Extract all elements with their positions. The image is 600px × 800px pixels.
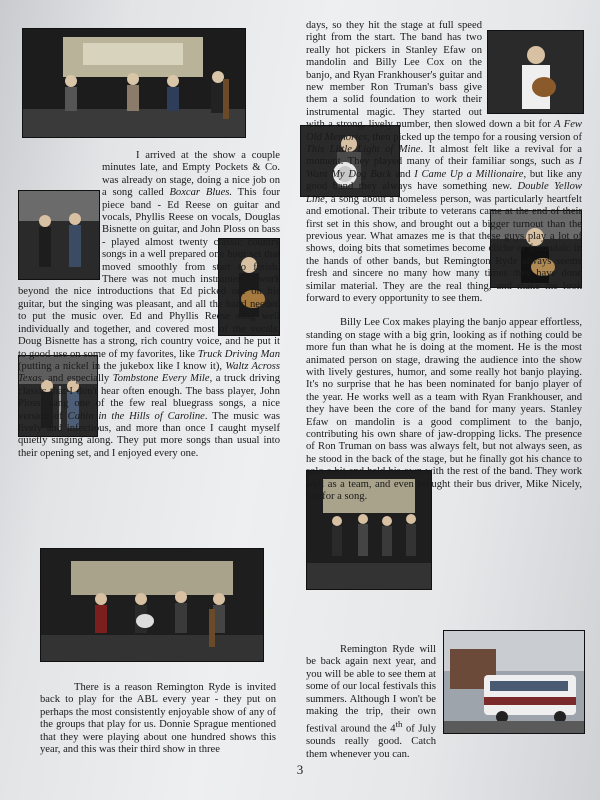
song-title: I Came Up a Millionaire: [414, 168, 524, 180]
text-segment: . It almost felt like a revival for a moment. They played many of their familiar songs, such as: [306, 144, 582, 168]
song-title: This Little Light of Mine: [306, 144, 421, 156]
bus-photo-graphic: [444, 631, 584, 733]
text-segment: and: [395, 168, 411, 180]
text-segment: , and especially: [41, 373, 110, 385]
song-title: Double Yellow Line: [306, 181, 582, 205]
text-segment: of July sounds really good. Catch them whenever you can.: [306, 723, 436, 760]
song-title: I Want My Dog Back: [306, 156, 582, 180]
column-right: [306, 20, 582, 503]
photo-remington-ryde-stage: [40, 548, 264, 662]
text-segment: days, so they hit the stage at full speed right from the start. The band has two really hot pickers in Stanley Efaw on mandolin and Billy Lee Cox on the banjo, and Ryan Frankhouser's guitar and new member Ron Truman's bass give them a solid foundation to work their instrumental magic. They started out with a strong, lively number, then slowed down a bit for: [306, 20, 551, 131]
text-segment: , but like any good band they always have something new.: [306, 168, 582, 193]
song-title: Cabin in the Hills of Caroline: [67, 410, 205, 422]
paragraph-closing: [306, 644, 436, 761]
text-segment: , a truck driving classic that I don't hear often enough. The bass player, John Ploss, sang one of the few real bluegrass songs, a nice version of: [18, 373, 280, 422]
paragraph-billy-lee-cox: Billy Lee Cox makes playing the banjo appear effortless, standing on stage with a big grin, looking as if nothing could be more fun than what he is doing at the moment. He is the most animated person on stage, drawing the audience into the show with lively gestures, humor, and some really hot banjo playing. It's no surprise that he has been nominated for banjo player of the year. He works well as a team with Ryan Frankhouser, and they have been the core of the band for many years. Stanley Efaw on mandolin is a good compliment to the banjo, contributing his own share of jaw-dropping licks. The presence of Ron Truman on bass was always felt, but not always seen, as he stood in the back of the stage, but he finally got his chance to solo a bit and held his own with the rest of the band. They work well as a team, and even brought their bus driver, Mike Nicely, out for a song.: [306, 317, 582, 503]
text-segment: This four piece band - Ed Reese on guitar and vocals, Phyllis Reese on vocals, Douglas Bisnette on guitar, and John Ploss on bass - played almost twenty classic country songs in a well prepared one hour set that moved smoothly from start to finish. There was not much instrumental work beyond the nice introductions that Ed picked out on his guitar, but the singing was pleasant, and all the band needed to put the music over. Ed and Phyllis Reese sang well individually and together, and covered most of the vocals. Doug Bisnette has a strong, rich country voice, and he put it to good use on some of my favorites, like: [18, 187, 280, 360]
page-number: 3: [296, 762, 304, 777]
song-title: Boxcar Blues.: [169, 187, 233, 199]
text-segment: , then picked up the tempo for a rousing version of: [366, 131, 582, 143]
float-spacer-duo: [18, 150, 102, 282]
song-title: Truck Driving Man: [197, 348, 280, 360]
band-photo-graphic: [41, 549, 263, 661]
text-segment: . The music was lively and infectious, and more than once I caught myself quietly singing along. They put more songs than usual into their opening set, and I enjoyed every one.: [18, 410, 280, 459]
song-title: Tombstone Every Mile: [112, 373, 210, 385]
column-right-bottom: [306, 644, 436, 761]
text-segment: Remington Ryde will be back again next year, and you will be able to see them at some of our local festivals this summers. Although I won't be making the trip, their own festival around the 4: [306, 644, 436, 735]
float-spacer-mandolin: [482, 20, 582, 112]
text-segment: I arrived at the show a couple minutes late, and Empty Pockets & Co. was already on stage, doing a nice job on a song called: [102, 150, 280, 199]
text-segment: , a song about a homeless person, was particularly heartfelt and emotional. Their tribute to veterans came at the end of their first set in this show, and brought out a bigger turnout than the previous year. What amazes me is that these guys play a lot of shows, doing bits that sometimes become cliche or formulaic in the hands of other bands, but Remington Ryde always seems fresh and sincere no many how many times they have done similar material. They are the real thing, and make me look forward to every opportunity to see them.: [306, 193, 582, 304]
photo-tour-bus: [443, 630, 585, 734]
paragraph-remington-invite: There is a reason Remington Ryde is invited back to play for the ABL every year - they put on perhaps the most consistently enjoyable show of any of the groups that play for us. Donnie Sprague mentioned that they were playing about one hundred shows this year, and this was their third show in three: [40, 682, 276, 756]
column-left: [18, 150, 280, 460]
song-title: A Few Old Memories: [306, 119, 582, 143]
superscript: th: [395, 719, 403, 730]
song-title: Waltz Across Texas: [18, 360, 281, 385]
column-left-bottom: [40, 682, 276, 756]
stage-photo-graphic: [23, 29, 245, 137]
text-segment: (putting a nickel in the jukebox like I know it),: [18, 360, 223, 372]
photo-empty-pockets-stage: [22, 28, 246, 138]
